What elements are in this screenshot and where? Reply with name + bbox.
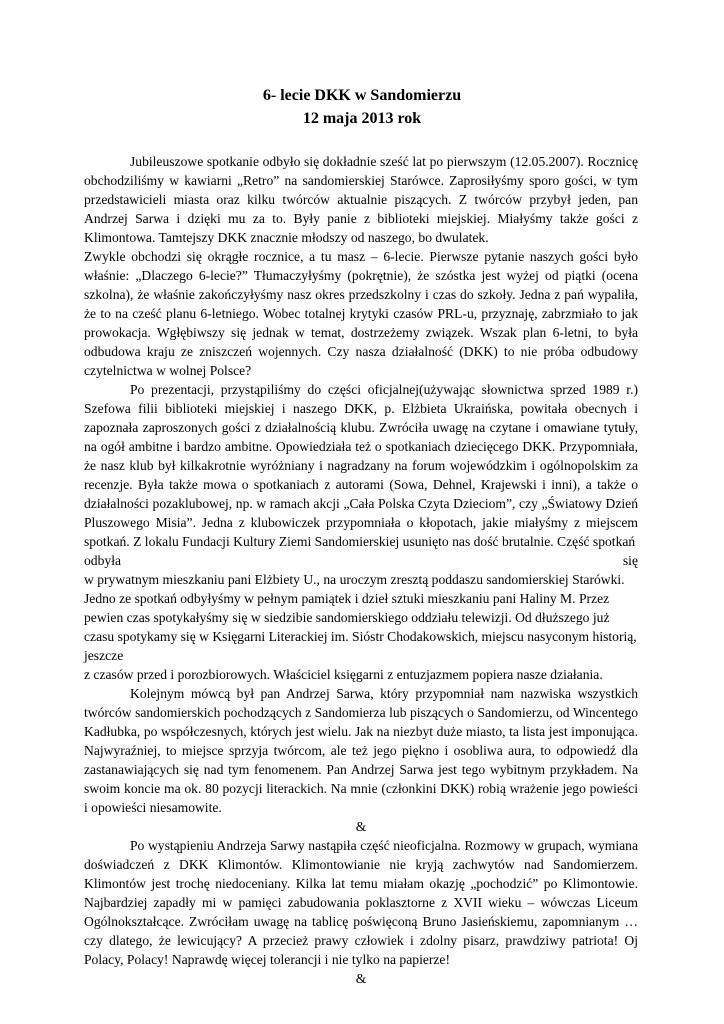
paragraph-3-break-line (84, 551, 638, 570)
title-block (0, 84, 724, 130)
paragraph-2: Zwykle obchodzi się okrągłe rocznice, a tu masz – 6-lecie. Pierwsze pytanie naszych gości było właśnie: „Dlaczego 6-lecie?” Tłumaczyłyśmy (pokrętnie), że szóstka jest wyżej od piątki (ocena szkolna), że właśnie zakończyłyśmy nasz okres przedszkolny i czas do szkoły. Jedna z pań wypaliła, że to na cześć planu 6-letniego. Wobec totalnej krytyki czasów PRL-u, przyznaję, zabrzmiało to jak prowokacja. Wgłębiwszy się jednak w temat, dostrzeżemy związek. Wszak plan 6-letni, to była odbudowa kraju ze zniszczeń wojennych. Czy nasza działalność (DKK) to nie próba odbudowy czytelnictwa w wolnej Polsce? (84, 249, 638, 378)
paragraph-1: Jubileuszowe spotkanie odbyło się dokładnie sześć lat po pierwszym (12.05.2007). Rocznicę obchodziliśmy w kawiarni „Retro” na sandomierskiej Starówce. Zaprosiłyśmy sporo gości, w tym przedstawicieli miasta oraz kilku twórców aktualnie piszących. Z twórców przybył jeden, pan Andrzej Sarwa i dzięki mu za to. Były panie z biblioteki miejskiej. Miałyśmy także gości z Klimontowa. Tamtejszy DKK znacznie młodszy od naszego, bo dwulatek. (84, 154, 638, 245)
break-right-word: się (622, 553, 638, 568)
paragraph-3: Po prezentacji, przystąpiliśmy do części oficjalnej(używając słownictwa sprzed 1989 r.) Szefowa filii biblioteki miejskiej i naszego DKK, p. Elżbieta Ukraińska, powitała obecnych i zapoznała zaproszonych gości z działalnością klubu. Zwróciła uwagę na czytane i omawiane tytuły, na ogół ambitne i bardzo ambitne. Opowiedziała też o spotkaniach dziecięcego DKK. Przypomniała, że nasz klub był kilkakrotnie wyróżniany i nagradzany na forum wojewódzkim i ogólnopolskim za recenzje. Była także mowa o spotkaniach z autorami (Sowa, Dehnel, Krajewski i inni), a także o działalności pozaklubowej, np. w ramach akcji „Cała Polska Czyta Dzieciom”, czy „Światowy Dzień Pluszowego Misia”. Jedna z klubowiczek przypomniała o kłopotach, jakie miałyśmy z miejscem spotkań. Z lokalu Fundacji Kultury Ziemi Sandomierskiej usunięto nas dość brutalnie. Część spotkań (84, 382, 638, 549)
paragraph-4: Kolejnym mówcą był pan Andrzej Sarwa, który przypomniał nam nazwiska wszystkich twórców sandomierskich pochodzących z Sandomierza lub piszących o Sandomierzu, od Wincentego Kadłubka, po współczesnych, których jest wielu. Jak na niezbyt duże miasto, ta lista jest imponująca. Najwyraźniej, to miejsce sprzyja twórcom, ale też jego piękno i osobliwa aura, to odpowiedź dla zastanawiających się nad tym fenomenem. Pan Andrzej Sarwa jest tego wybitnym przykładem. Na swoim koncie ma ok. 80 pozycji literackich. Na mnie (członkini DKK) robią wrażenie jego powieści i opowieści niesamowite. (84, 686, 638, 815)
document-title: 6- lecie DKK w Sandomierzu (262, 87, 462, 104)
paragraph-5: Po wystąpieniu Andrzeja Sarwy nastąpiła część nieoficjalna. Rozmowy w grupach, wymiana doświadczeń z DKK Klimontów. Klimontowianie nie kryją zachwytów nad Sandomierzem. Klimontów jest trochę niedoceniany. Kilka lat temu miałam okazję „pochodzić” po Klimontowie. Najbardziej zapadły mi w pamięci zabudowania poklasztorne z XVII wieku – wówczas Liceum Ogólnokształcące. Zwróciłam uwagę na tablicę poświęconą Bruno Jasieńskiemu, zapomnianym … czy dlatego, że lewicujący? A przecież prawy człowiek i zdolny pisarz, prawdziwy patriota! Oj Polacy, Polacy! Naprawdę więcej tolerancji i nie tylko na papierze! (84, 838, 638, 967)
document-date: 12 maja 2013 rok (302, 110, 422, 127)
section-separator-2: & (355, 971, 367, 986)
paragraph-3-continuation: w prywatnym mieszkaniu pani Elżbiety U., na uroczym zresztą poddaszu sandomierskiej Starówki. Jedno ze spotkań odbyłyśmy w pełnym pamiątek i dzieł sztuki mieszkaniu pani Haliny M. Przez pewien czas spotykałyśmy się w siedzibie sandomierskiego oddziału telewizji. Od dłuższego już czasu spotykamy się w Księgarni Literackiej im. Sióstr Chodakowskich, miejscu nasyconym historią, jeszcze (84, 572, 637, 663)
paragraph-3-end: z czasów przed i porozbiorowych. Właściciel księgarni z entuzjazmem popiera nasze działania. (84, 667, 603, 682)
section-separator-1: & (355, 819, 367, 834)
document-body (84, 152, 638, 988)
break-left-word: odbyła (84, 553, 121, 568)
